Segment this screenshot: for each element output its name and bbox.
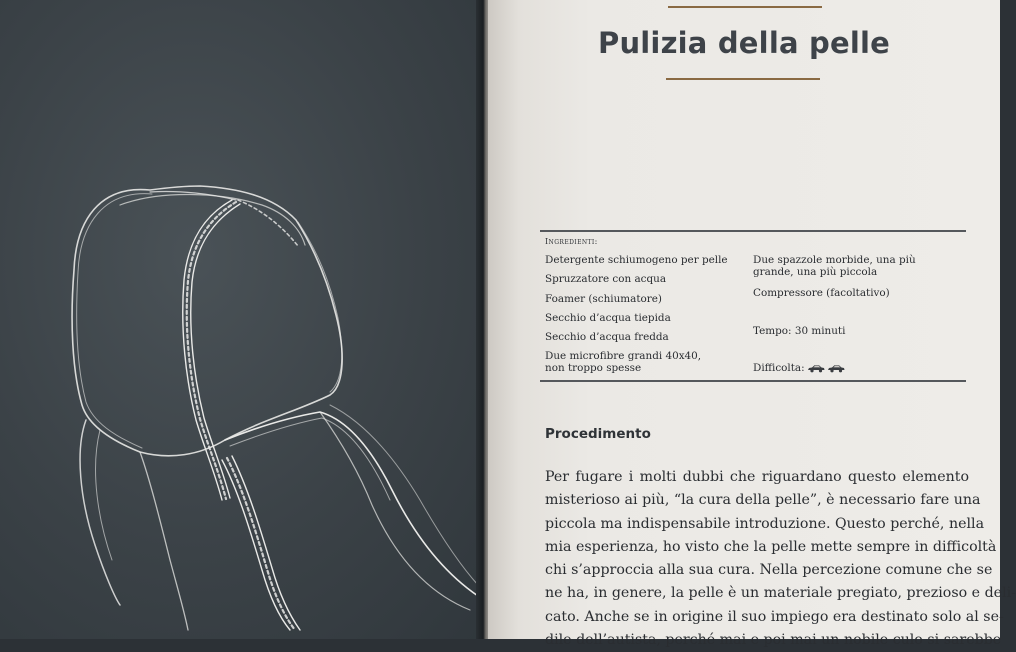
body-line: dile dell’autista, perché mai e poi mai un nobile culo si sarebbe [545,632,1002,649]
left-page [0,0,484,639]
ingredient-item: non troppo spesse [545,362,642,374]
ingredient-item: Secchio d’acqua tiepida [545,312,671,324]
body-line: cato. Anche se in origine il suo impiego era destinato solo al se- [545,608,1004,625]
procedure-heading: Procedimento [545,426,651,442]
ingredients-bottom-rule [540,380,966,382]
body-line: mia esperienza, ho visto che la pelle mette sempre in difficoltà [545,538,997,555]
title-top-rule [668,6,822,8]
ingredient-item: Secchio d’acqua fredda [545,331,669,343]
ingredient-item: grande, una più piccola [753,266,878,278]
ingredient-item: Foamer (schiumatore) [545,293,662,305]
ingredient-item: Compressore (facoltativo) [753,287,890,299]
body-line: Per fugare i molti dubbi che riguardano questo elemento [545,469,969,485]
ingredient-item: Due microfibre grandi 40x40, [545,350,702,362]
right-page [488,0,1016,649]
preparation-time: Tempo: 30 minuti [753,325,846,337]
car-icon [827,364,845,373]
car-icon [807,364,825,373]
body-line: piccola ma indispensabile introduzione. Questo perché, nella [545,515,985,532]
procedure-body [545,466,1016,652]
difficulty-row [753,362,845,374]
ingredients-heading: Ingredienti: [545,237,598,246]
difficulty-rating [805,362,845,374]
ingredient-item: Due spazzole morbide, una più [753,254,916,266]
ingredients-top-rule [540,230,966,232]
ingredient-item: Detergente schiumogeno per pelle [545,254,728,266]
title-bottom-rule [666,78,820,80]
page-title: Pulizia della pelle [597,26,891,60]
ingredient-item: Spruzzatore con acqua [545,273,667,285]
headrest-sketch-illustration [0,0,484,639]
body-line: chi s’approccia alla sua cura. Nella percezione comune che se [545,562,993,579]
body-line: ne ha, in genere, la pelle è un materiale pregiato, prezioso e deli- [545,585,1016,602]
body-line: misterioso ai più, “la cura della pelle”, è necessario fare una [545,492,981,509]
difficulty-label: Difficolta: [753,362,805,374]
